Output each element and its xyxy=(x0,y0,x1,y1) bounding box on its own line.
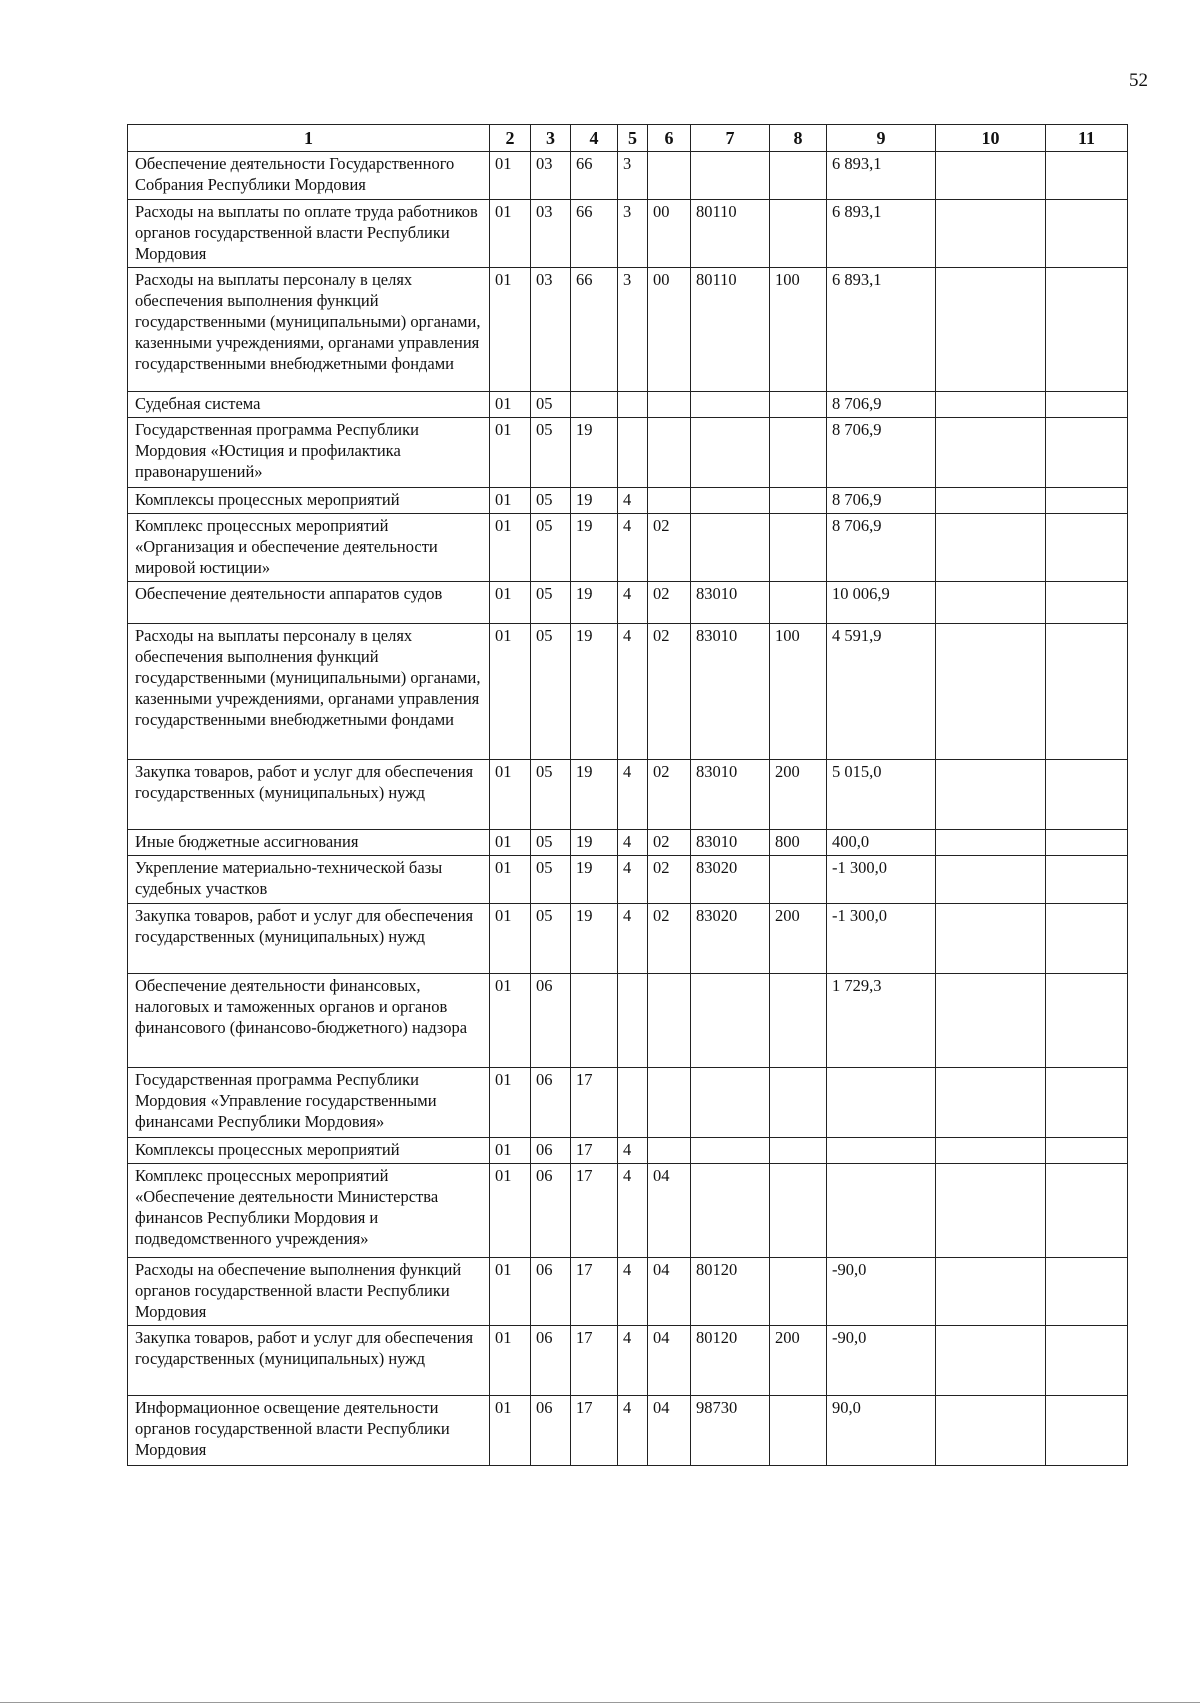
code-section: 01 xyxy=(490,268,531,392)
row-description: Расходы на выплаты по оплате труда работников органов государственной власти Республики Мордовия xyxy=(128,200,490,268)
budget-table xyxy=(127,124,1128,1466)
amount-col-10 xyxy=(936,830,1046,856)
code-activity: 04 xyxy=(648,1164,691,1258)
amount-col-11 xyxy=(1046,1068,1128,1138)
amount: 6 893,1 xyxy=(827,268,936,392)
code-subsection: 06 xyxy=(531,1258,571,1326)
code-expense-type: 200 xyxy=(770,904,827,974)
amount-col-11 xyxy=(1046,152,1128,200)
amount: 8 706,9 xyxy=(827,418,936,488)
code-program-type: 4 xyxy=(618,904,648,974)
code-program-type: 4 xyxy=(618,1164,648,1258)
code-direction: 80110 xyxy=(691,200,770,268)
code-direction xyxy=(691,392,770,418)
amount: -90,0 xyxy=(827,1326,936,1396)
code-subsection: 05 xyxy=(531,760,571,830)
table-row xyxy=(128,760,1128,830)
code-expense-type xyxy=(770,152,827,200)
code-subsection: 05 xyxy=(531,624,571,760)
code-subsection: 06 xyxy=(531,1138,571,1164)
row-description: Расходы на выплаты персоналу в целях обеспечения выполнения функций государственными (муниципальными) органами, казенными учреждениями, органами управления государственными внебюджетными фондами xyxy=(128,624,490,760)
code-program xyxy=(571,974,618,1068)
amount: -1 300,0 xyxy=(827,904,936,974)
column-header: 8 xyxy=(770,125,827,152)
code-activity: 02 xyxy=(648,582,691,624)
amount-col-10 xyxy=(936,1258,1046,1326)
table-header-row xyxy=(128,125,1128,152)
amount-col-10 xyxy=(936,514,1046,582)
code-section: 01 xyxy=(490,1138,531,1164)
table-row xyxy=(128,1164,1128,1258)
amount-col-11 xyxy=(1046,488,1128,514)
code-program: 19 xyxy=(571,418,618,488)
amount: 1 729,3 xyxy=(827,974,936,1068)
row-description: Расходы на обеспечение выполнения функций органов государственной власти Республики Мордовия xyxy=(128,1258,490,1326)
amount: -1 300,0 xyxy=(827,856,936,904)
code-direction xyxy=(691,1138,770,1164)
code-expense-type xyxy=(770,582,827,624)
amount-col-11 xyxy=(1046,418,1128,488)
code-program-type xyxy=(618,1068,648,1138)
table-row xyxy=(128,268,1128,392)
code-activity xyxy=(648,152,691,200)
code-program-type xyxy=(618,392,648,418)
code-direction: 83020 xyxy=(691,856,770,904)
code-program-type: 3 xyxy=(618,268,648,392)
amount-col-10 xyxy=(936,392,1046,418)
code-expense-type xyxy=(770,1068,827,1138)
code-program: 19 xyxy=(571,856,618,904)
code-program-type: 4 xyxy=(618,1396,648,1466)
code-direction xyxy=(691,974,770,1068)
row-description: Обеспечение деятельности Государственного Собрания Республики Мордовия xyxy=(128,152,490,200)
code-section: 01 xyxy=(490,582,531,624)
code-section: 01 xyxy=(490,1326,531,1396)
code-expense-type xyxy=(770,1138,827,1164)
code-subsection: 05 xyxy=(531,856,571,904)
code-program-type: 4 xyxy=(618,1258,648,1326)
code-activity: 02 xyxy=(648,904,691,974)
code-section: 01 xyxy=(490,830,531,856)
code-section: 01 xyxy=(490,624,531,760)
code-subsection: 06 xyxy=(531,1164,571,1258)
code-section: 01 xyxy=(490,418,531,488)
code-subsection: 06 xyxy=(531,1396,571,1466)
code-program-type: 4 xyxy=(618,1326,648,1396)
amount: 8 706,9 xyxy=(827,488,936,514)
code-program: 17 xyxy=(571,1164,618,1258)
code-direction: 83020 xyxy=(691,904,770,974)
code-activity: 02 xyxy=(648,624,691,760)
code-program: 19 xyxy=(571,514,618,582)
table-row xyxy=(128,514,1128,582)
code-activity xyxy=(648,1068,691,1138)
code-activity: 02 xyxy=(648,760,691,830)
code-section: 01 xyxy=(490,856,531,904)
row-description: Информационное освещение деятельности органов государственной власти Республики Мордовия xyxy=(128,1396,490,1466)
amount-col-10 xyxy=(936,582,1046,624)
page-number: 52 xyxy=(1129,70,1148,91)
amount-col-11 xyxy=(1046,392,1128,418)
amount-col-10 xyxy=(936,856,1046,904)
row-description: Расходы на выплаты персоналу в целях обеспечения выполнения функций государственными (муниципальными) органами, казенными учреждениями, органами управления государственными внебюджетными фондами xyxy=(128,268,490,392)
code-subsection: 03 xyxy=(531,200,571,268)
row-description: Закупка товаров, работ и услуг для обеспечения государственных (муниципальных) нужд xyxy=(128,904,490,974)
amount-col-10 xyxy=(936,268,1046,392)
row-description: Обеспечение деятельности аппаратов судов xyxy=(128,582,490,624)
table-row xyxy=(128,1068,1128,1138)
code-section: 01 xyxy=(490,904,531,974)
code-program: 17 xyxy=(571,1396,618,1466)
code-direction xyxy=(691,1164,770,1258)
code-section: 01 xyxy=(490,974,531,1068)
code-program-type xyxy=(618,974,648,1068)
amount-col-11 xyxy=(1046,1258,1128,1326)
column-header: 7 xyxy=(691,125,770,152)
code-program: 19 xyxy=(571,624,618,760)
code-program: 17 xyxy=(571,1258,618,1326)
code-activity: 02 xyxy=(648,856,691,904)
code-subsection: 05 xyxy=(531,488,571,514)
code-direction xyxy=(691,514,770,582)
code-expense-type xyxy=(770,392,827,418)
code-activity: 02 xyxy=(648,830,691,856)
amount-col-10 xyxy=(936,904,1046,974)
code-program: 19 xyxy=(571,830,618,856)
code-activity: 00 xyxy=(648,200,691,268)
code-subsection: 05 xyxy=(531,830,571,856)
amount-col-10 xyxy=(936,760,1046,830)
code-expense-type xyxy=(770,974,827,1068)
code-program-type: 3 xyxy=(618,200,648,268)
code-program-type xyxy=(618,418,648,488)
amount-col-10 xyxy=(936,1138,1046,1164)
table-row xyxy=(128,904,1128,974)
code-subsection: 06 xyxy=(531,1326,571,1396)
table-row xyxy=(128,856,1128,904)
code-section: 01 xyxy=(490,152,531,200)
code-expense-type: 200 xyxy=(770,760,827,830)
amount-col-11 xyxy=(1046,1138,1128,1164)
amount-col-10 xyxy=(936,1068,1046,1138)
table-row xyxy=(128,488,1128,514)
code-program: 19 xyxy=(571,904,618,974)
amount: 6 893,1 xyxy=(827,200,936,268)
code-expense-type xyxy=(770,1164,827,1258)
code-program: 17 xyxy=(571,1138,618,1164)
code-program: 66 xyxy=(571,152,618,200)
code-section: 01 xyxy=(490,760,531,830)
amount-col-11 xyxy=(1046,904,1128,974)
amount-col-11 xyxy=(1046,582,1128,624)
code-expense-type xyxy=(770,1258,827,1326)
amount: 400,0 xyxy=(827,830,936,856)
row-description: Судебная система xyxy=(128,392,490,418)
amount-col-11 xyxy=(1046,830,1128,856)
code-activity xyxy=(648,488,691,514)
code-activity: 02 xyxy=(648,514,691,582)
amount xyxy=(827,1138,936,1164)
amount-col-10 xyxy=(936,152,1046,200)
code-section: 01 xyxy=(490,1396,531,1466)
amount: 8 706,9 xyxy=(827,514,936,582)
table-row xyxy=(128,392,1128,418)
table-row xyxy=(128,1396,1128,1466)
amount xyxy=(827,1068,936,1138)
code-program-type: 4 xyxy=(618,1138,648,1164)
code-expense-type xyxy=(770,1396,827,1466)
column-header: 9 xyxy=(827,125,936,152)
table-row xyxy=(128,974,1128,1068)
row-description: Комплексы процессных мероприятий xyxy=(128,1138,490,1164)
code-section: 01 xyxy=(490,1164,531,1258)
code-subsection: 05 xyxy=(531,392,571,418)
row-description: Комплексы процессных мероприятий xyxy=(128,488,490,514)
code-activity xyxy=(648,392,691,418)
code-program: 66 xyxy=(571,268,618,392)
code-direction xyxy=(691,418,770,488)
amount: 6 893,1 xyxy=(827,152,936,200)
code-expense-type: 100 xyxy=(770,268,827,392)
table-row xyxy=(128,152,1128,200)
code-direction: 83010 xyxy=(691,624,770,760)
code-program-type: 4 xyxy=(618,760,648,830)
table-row xyxy=(128,830,1128,856)
row-description: Комплекс процессных мероприятий «Обеспечение деятельности Министерства финансов Республики Мордовия и подведомственного учреждения» xyxy=(128,1164,490,1258)
column-header: 10 xyxy=(936,125,1046,152)
column-header: 5 xyxy=(618,125,648,152)
row-description: Иные бюджетные ассигнования xyxy=(128,830,490,856)
code-program-type: 4 xyxy=(618,830,648,856)
code-subsection: 03 xyxy=(531,152,571,200)
amount xyxy=(827,1164,936,1258)
table-row xyxy=(128,1258,1128,1326)
code-expense-type xyxy=(770,488,827,514)
row-description: Комплекс процессных мероприятий «Организация и обеспечение деятельности мировой юстиции» xyxy=(128,514,490,582)
amount-col-11 xyxy=(1046,1396,1128,1466)
code-expense-type xyxy=(770,514,827,582)
column-header: 6 xyxy=(648,125,691,152)
row-description: Закупка товаров, работ и услуг для обеспечения государственных (муниципальных) нужд xyxy=(128,1326,490,1396)
code-program-type: 4 xyxy=(618,856,648,904)
row-description: Укрепление материально-технической базы судебных участков xyxy=(128,856,490,904)
code-subsection: 03 xyxy=(531,268,571,392)
row-description: Государственная программа Республики Мордовия «Юстиция и профилактика правонарушений» xyxy=(128,418,490,488)
table-row xyxy=(128,418,1128,488)
code-section: 01 xyxy=(490,514,531,582)
amount-col-10 xyxy=(936,488,1046,514)
amount-col-10 xyxy=(936,1164,1046,1258)
code-section: 01 xyxy=(490,488,531,514)
amount-col-10 xyxy=(936,624,1046,760)
scan-edge-line xyxy=(0,1702,1200,1703)
table-row xyxy=(128,1138,1128,1164)
amount-col-11 xyxy=(1046,760,1128,830)
code-activity: 00 xyxy=(648,268,691,392)
code-expense-type: 100 xyxy=(770,624,827,760)
amount-col-11 xyxy=(1046,268,1128,392)
code-activity: 04 xyxy=(648,1396,691,1466)
code-subsection: 06 xyxy=(531,1068,571,1138)
code-program: 17 xyxy=(571,1326,618,1396)
code-direction: 83010 xyxy=(691,760,770,830)
code-direction: 83010 xyxy=(691,582,770,624)
amount-col-10 xyxy=(936,1326,1046,1396)
code-direction: 80110 xyxy=(691,268,770,392)
code-subsection: 06 xyxy=(531,974,571,1068)
code-expense-type: 800 xyxy=(770,830,827,856)
code-direction xyxy=(691,488,770,514)
amount-col-11 xyxy=(1046,1326,1128,1396)
code-program xyxy=(571,392,618,418)
code-expense-type: 200 xyxy=(770,1326,827,1396)
amount: 10 006,9 xyxy=(827,582,936,624)
amount-col-11 xyxy=(1046,1164,1128,1258)
amount-col-10 xyxy=(936,200,1046,268)
code-expense-type xyxy=(770,200,827,268)
amount-col-10 xyxy=(936,1396,1046,1466)
table-row xyxy=(128,200,1128,268)
code-direction: 80120 xyxy=(691,1326,770,1396)
code-section: 01 xyxy=(490,392,531,418)
amount-col-11 xyxy=(1046,514,1128,582)
code-section: 01 xyxy=(490,1258,531,1326)
amount: 4 591,9 xyxy=(827,624,936,760)
code-activity: 04 xyxy=(648,1326,691,1396)
code-program-type: 4 xyxy=(618,514,648,582)
column-header: 11 xyxy=(1046,125,1128,152)
code-program: 66 xyxy=(571,200,618,268)
code-subsection: 05 xyxy=(531,514,571,582)
code-direction xyxy=(691,152,770,200)
amount: 5 015,0 xyxy=(827,760,936,830)
amount-col-11 xyxy=(1046,200,1128,268)
table-body xyxy=(128,152,1128,1466)
code-program: 19 xyxy=(571,760,618,830)
code-expense-type xyxy=(770,418,827,488)
code-program-type: 3 xyxy=(618,152,648,200)
column-header: 2 xyxy=(490,125,531,152)
code-program-type: 4 xyxy=(618,624,648,760)
code-activity xyxy=(648,1138,691,1164)
code-direction xyxy=(691,1068,770,1138)
column-header: 4 xyxy=(571,125,618,152)
code-program: 19 xyxy=(571,488,618,514)
row-description: Государственная программа Республики Мордовия «Управление государственными финансами Республики Мордовия» xyxy=(128,1068,490,1138)
code-program-type: 4 xyxy=(618,582,648,624)
code-direction: 80120 xyxy=(691,1258,770,1326)
table-row xyxy=(128,1326,1128,1396)
amount: 90,0 xyxy=(827,1396,936,1466)
amount-col-11 xyxy=(1046,856,1128,904)
code-activity xyxy=(648,418,691,488)
row-description: Обеспечение деятельности финансовых, налоговых и таможенных органов и органов финансового (финансово-бюджетного) надзора xyxy=(128,974,490,1068)
code-program: 19 xyxy=(571,582,618,624)
amount: -90,0 xyxy=(827,1258,936,1326)
code-activity: 04 xyxy=(648,1258,691,1326)
code-direction: 83010 xyxy=(691,830,770,856)
amount-col-10 xyxy=(936,418,1046,488)
code-subsection: 05 xyxy=(531,904,571,974)
column-header: 3 xyxy=(531,125,571,152)
table-row xyxy=(128,624,1128,760)
code-program-type: 4 xyxy=(618,488,648,514)
code-direction: 98730 xyxy=(691,1396,770,1466)
code-subsection: 05 xyxy=(531,418,571,488)
amount: 8 706,9 xyxy=(827,392,936,418)
amount-col-11 xyxy=(1046,624,1128,760)
code-section: 01 xyxy=(490,1068,531,1138)
code-program: 17 xyxy=(571,1068,618,1138)
table-row xyxy=(128,582,1128,624)
code-expense-type xyxy=(770,856,827,904)
code-activity xyxy=(648,974,691,1068)
code-subsection: 05 xyxy=(531,582,571,624)
column-header: 1 xyxy=(128,125,490,152)
amount-col-11 xyxy=(1046,974,1128,1068)
row-description: Закупка товаров, работ и услуг для обеспечения государственных (муниципальных) нужд xyxy=(128,760,490,830)
code-section: 01 xyxy=(490,200,531,268)
amount-col-10 xyxy=(936,974,1046,1068)
